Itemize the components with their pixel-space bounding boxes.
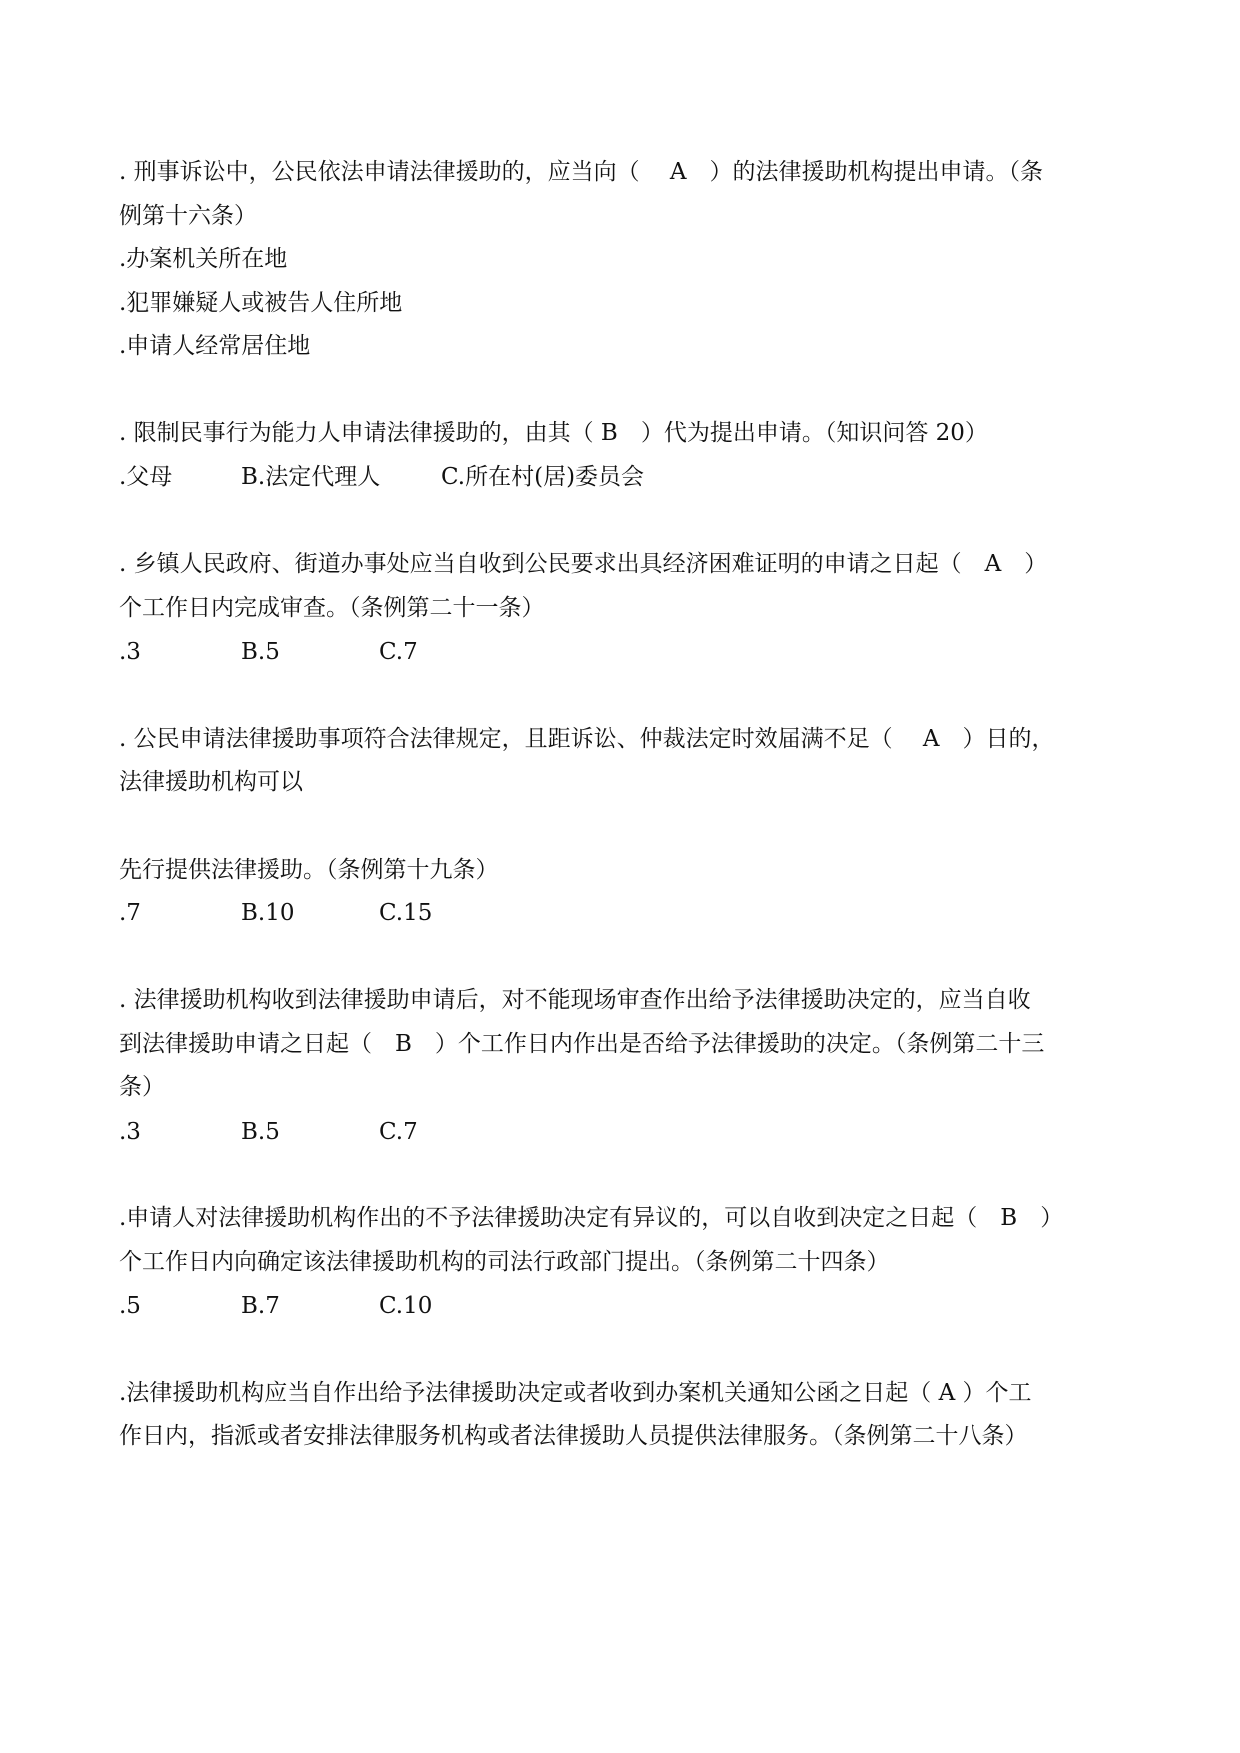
question-7-line-1: .法律援助机构应当自作出给予法律援助决定或者收到办案机关通知公函之日起（ A ）个工 (119, 1380, 1032, 1406)
question-4-options (119, 898, 433, 1048)
question-6-options (119, 1291, 433, 1441)
option-a: .5 (119, 1293, 141, 1319)
option-b: B.7 (241, 1293, 280, 1319)
option-a: .父母 (119, 464, 173, 490)
option-b: B.10 (241, 900, 295, 926)
question-6-line-2: 个工作日内向确定该法律援助机构的司法行政部门提出。（条例第二十四条） (119, 1249, 890, 1275)
option-a: .7 (119, 900, 141, 926)
question-3-line-2: 个工作日内完成审查。（条例第二十一条） (119, 595, 545, 621)
option-b: B.5 (241, 639, 280, 665)
question-4-line-2: 法律援助机构可以 (119, 769, 303, 795)
option-a: .3 (119, 1119, 141, 1145)
question-1-option-c: .申请人经常居住地 (119, 333, 311, 359)
question-1-option-b: .犯罪嫌疑人或被告人住所地 (119, 290, 403, 316)
question-5-line-2: 到法律援助申请之日起（ B ）个工作日内作出是否给予法律援助的决定。（条例第二十三 (119, 1031, 1045, 1057)
question-4-line-1: . 公民申请法律援助事项符合法律规定，且距诉讼、仲裁法定时效届满不足（ A ）日的， (119, 726, 1055, 752)
option-a: .3 (119, 639, 141, 665)
question-3-line-1: . 乡镇人民政府、街道办事处应当自收到公民要求出具经济困难证明的申请之日起（ A ） (119, 551, 1048, 577)
question-5-line-1: . 法律援助机构收到法律援助申请后，对不能现场审查作出给予法律援助决定的，应当自收 (119, 987, 1031, 1013)
option-c: C.所在村(居)委员会 (441, 464, 645, 490)
question-1-line-1: . 刑事诉讼中，公民依法申请法律援助的，应当向（ A ）的法律援助机构提出申请。（条 (119, 159, 1044, 185)
option-c: C.15 (379, 900, 433, 926)
option-c: C.7 (379, 1119, 418, 1145)
option-c: C.7 (379, 639, 418, 665)
question-2-line-1: . 限制民事行为能力人申请法律援助的，由其（ B ）代为提出申请。（知识问答 20） (119, 420, 988, 446)
question-6-line-1: .申请人对法律援助机构作出的不予法律援助决定有异议的，可以自收到决定之日起（ B ） (119, 1205, 1064, 1231)
question-5-options (119, 1117, 418, 1267)
question-1-option-a: .办案机关所在地 (119, 246, 288, 272)
question-4-line-3: 先行提供法律援助。（条例第十九条） (119, 857, 499, 883)
option-c: C.10 (379, 1293, 433, 1319)
question-7-line-2: 作日内，指派或者安排法律服务机构或者法律援助人员提供法律服务。（条例第二十八条） (119, 1423, 1028, 1449)
question-1-line-2: 例第十六条） (119, 203, 257, 229)
option-b: B.法定代理人 (241, 464, 381, 490)
question-5-line-3: 条） (119, 1074, 165, 1100)
option-b: B.5 (241, 1119, 280, 1145)
